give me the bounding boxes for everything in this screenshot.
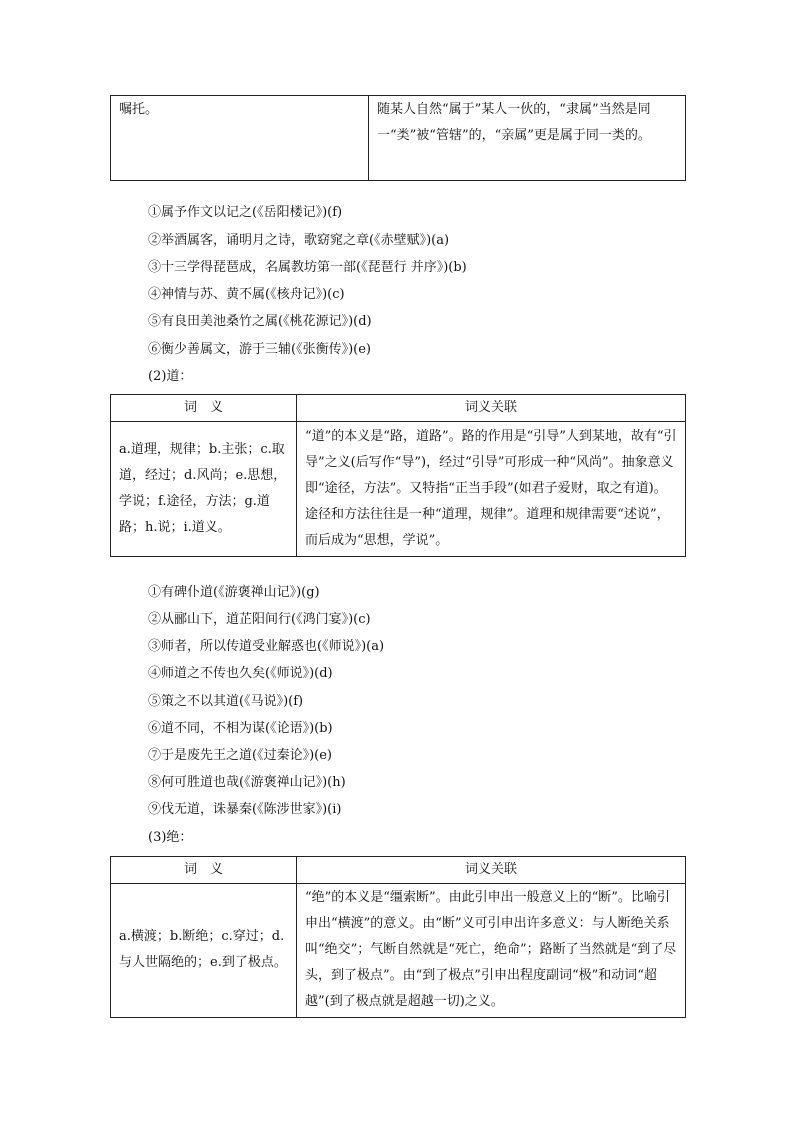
table-row	[111, 96, 686, 181]
example-sentence: ⑥道不同，不相为谋(《论语》)(b)	[148, 721, 333, 736]
table-cell-meaning: 嘱托。	[111, 96, 369, 181]
example-sentence: ①有碑仆道(《游褒禅山记》)(g)	[148, 585, 320, 600]
table-row	[111, 422, 686, 557]
example-sentence: ⑤策之不以其道(《马说》)(f)	[148, 694, 304, 709]
table-header-row	[111, 857, 686, 884]
table-header-meaning: 词 义	[111, 395, 297, 422]
example-sentence: ④师道之不传也久矣(《师说》)(d)	[148, 666, 333, 681]
example-sentence: ①属予作文以记之(《岳阳楼记》)(f)	[148, 205, 343, 220]
section-heading-jue: (3)绝：	[148, 830, 193, 845]
table-cell-relation: “绝”的本义是“缰索断”。由此引申出一般意义上的“断”。比喻引申出“横渡”的意义。由“断”义可引申出许多意义：与人断绝关系叫“绝交”；气断自然就是“死亡，绝命”；路断了当然就是“到了尽头，到了极点”。由“到了极点”引申出程度副词“极”和动词“超越”(到了极点就是超越一切)之义。	[297, 884, 686, 1018]
example-sentence: ⑤有良田美池桑竹之属(《桃花源记》)(d)	[148, 314, 372, 329]
example-sentence: ⑥衡少善属文，游于三辅(《张衡传》)(e)	[148, 342, 371, 357]
example-sentence: ②举酒属客，诵明月之诗，歌窈窕之章(《赤壁赋》)(a)	[148, 233, 450, 248]
section-heading-dao: (2)道：	[148, 369, 193, 384]
example-sentence: ②从郦山下，道芷阳间行(《鸿门宴》)(c)	[148, 612, 371, 627]
example-sentence: ⑧何可胜道也哉(《游褒禅山记》)(h)	[148, 775, 346, 790]
table-dao	[110, 394, 686, 557]
table-header-meaning: 词 义	[111, 857, 297, 884]
table-cell-relation: 随某人自然“属于”某人一伙的，“隶属”当然是同一“类”被“管辖”的，“亲属”更是属于同一类的。	[369, 96, 686, 181]
example-sentence: ③师者，所以传道受业解惑也(《师说》)(a)	[148, 639, 385, 654]
table-header-row	[111, 395, 686, 422]
table-cell-meaning: a.横渡；b.断绝；c.穿过；d.与人世隔绝的；e.到了极点。	[111, 884, 297, 1018]
table-header-relation: 词义关联	[297, 857, 686, 884]
example-sentence: ③十三学得琵琶成，名属教坊第一部(《琵琶行 并序》)(b)	[148, 260, 467, 275]
table-shu-continued	[110, 95, 686, 181]
table-row	[111, 884, 686, 1018]
table-jue	[110, 856, 686, 1018]
table-cell-relation: “道”的本义是“路，道路”。路的作用是“引导”人到某地，故有“引导”之义(后写作“导”)，经过“引导”可形成一种“风尚”。抽象意义即“途径，方法”。又特指“正当手段”(如君子爱财，取之有道)。途径和方法往往是一种“道理，规律”。道理和规律需要“述说”，而后成为“思想，学说”。	[297, 422, 686, 557]
table-cell-meaning: a.道理，规律；b.主张；c.取道，经过；d.风尚；e.思想，学说；f.途径，方法；g.道路；h.说；i.道义。	[111, 422, 297, 557]
example-sentence: ⑦于是废先王之道(《过秦论》)(e)	[148, 748, 332, 763]
table-header-relation: 词义关联	[297, 395, 686, 422]
example-sentence: ④神情与苏、黄不属(《核舟记》)(c)	[148, 287, 345, 302]
example-sentence: ⑨伐无道，诛暴秦(《陈涉世家》)(i)	[148, 802, 342, 817]
